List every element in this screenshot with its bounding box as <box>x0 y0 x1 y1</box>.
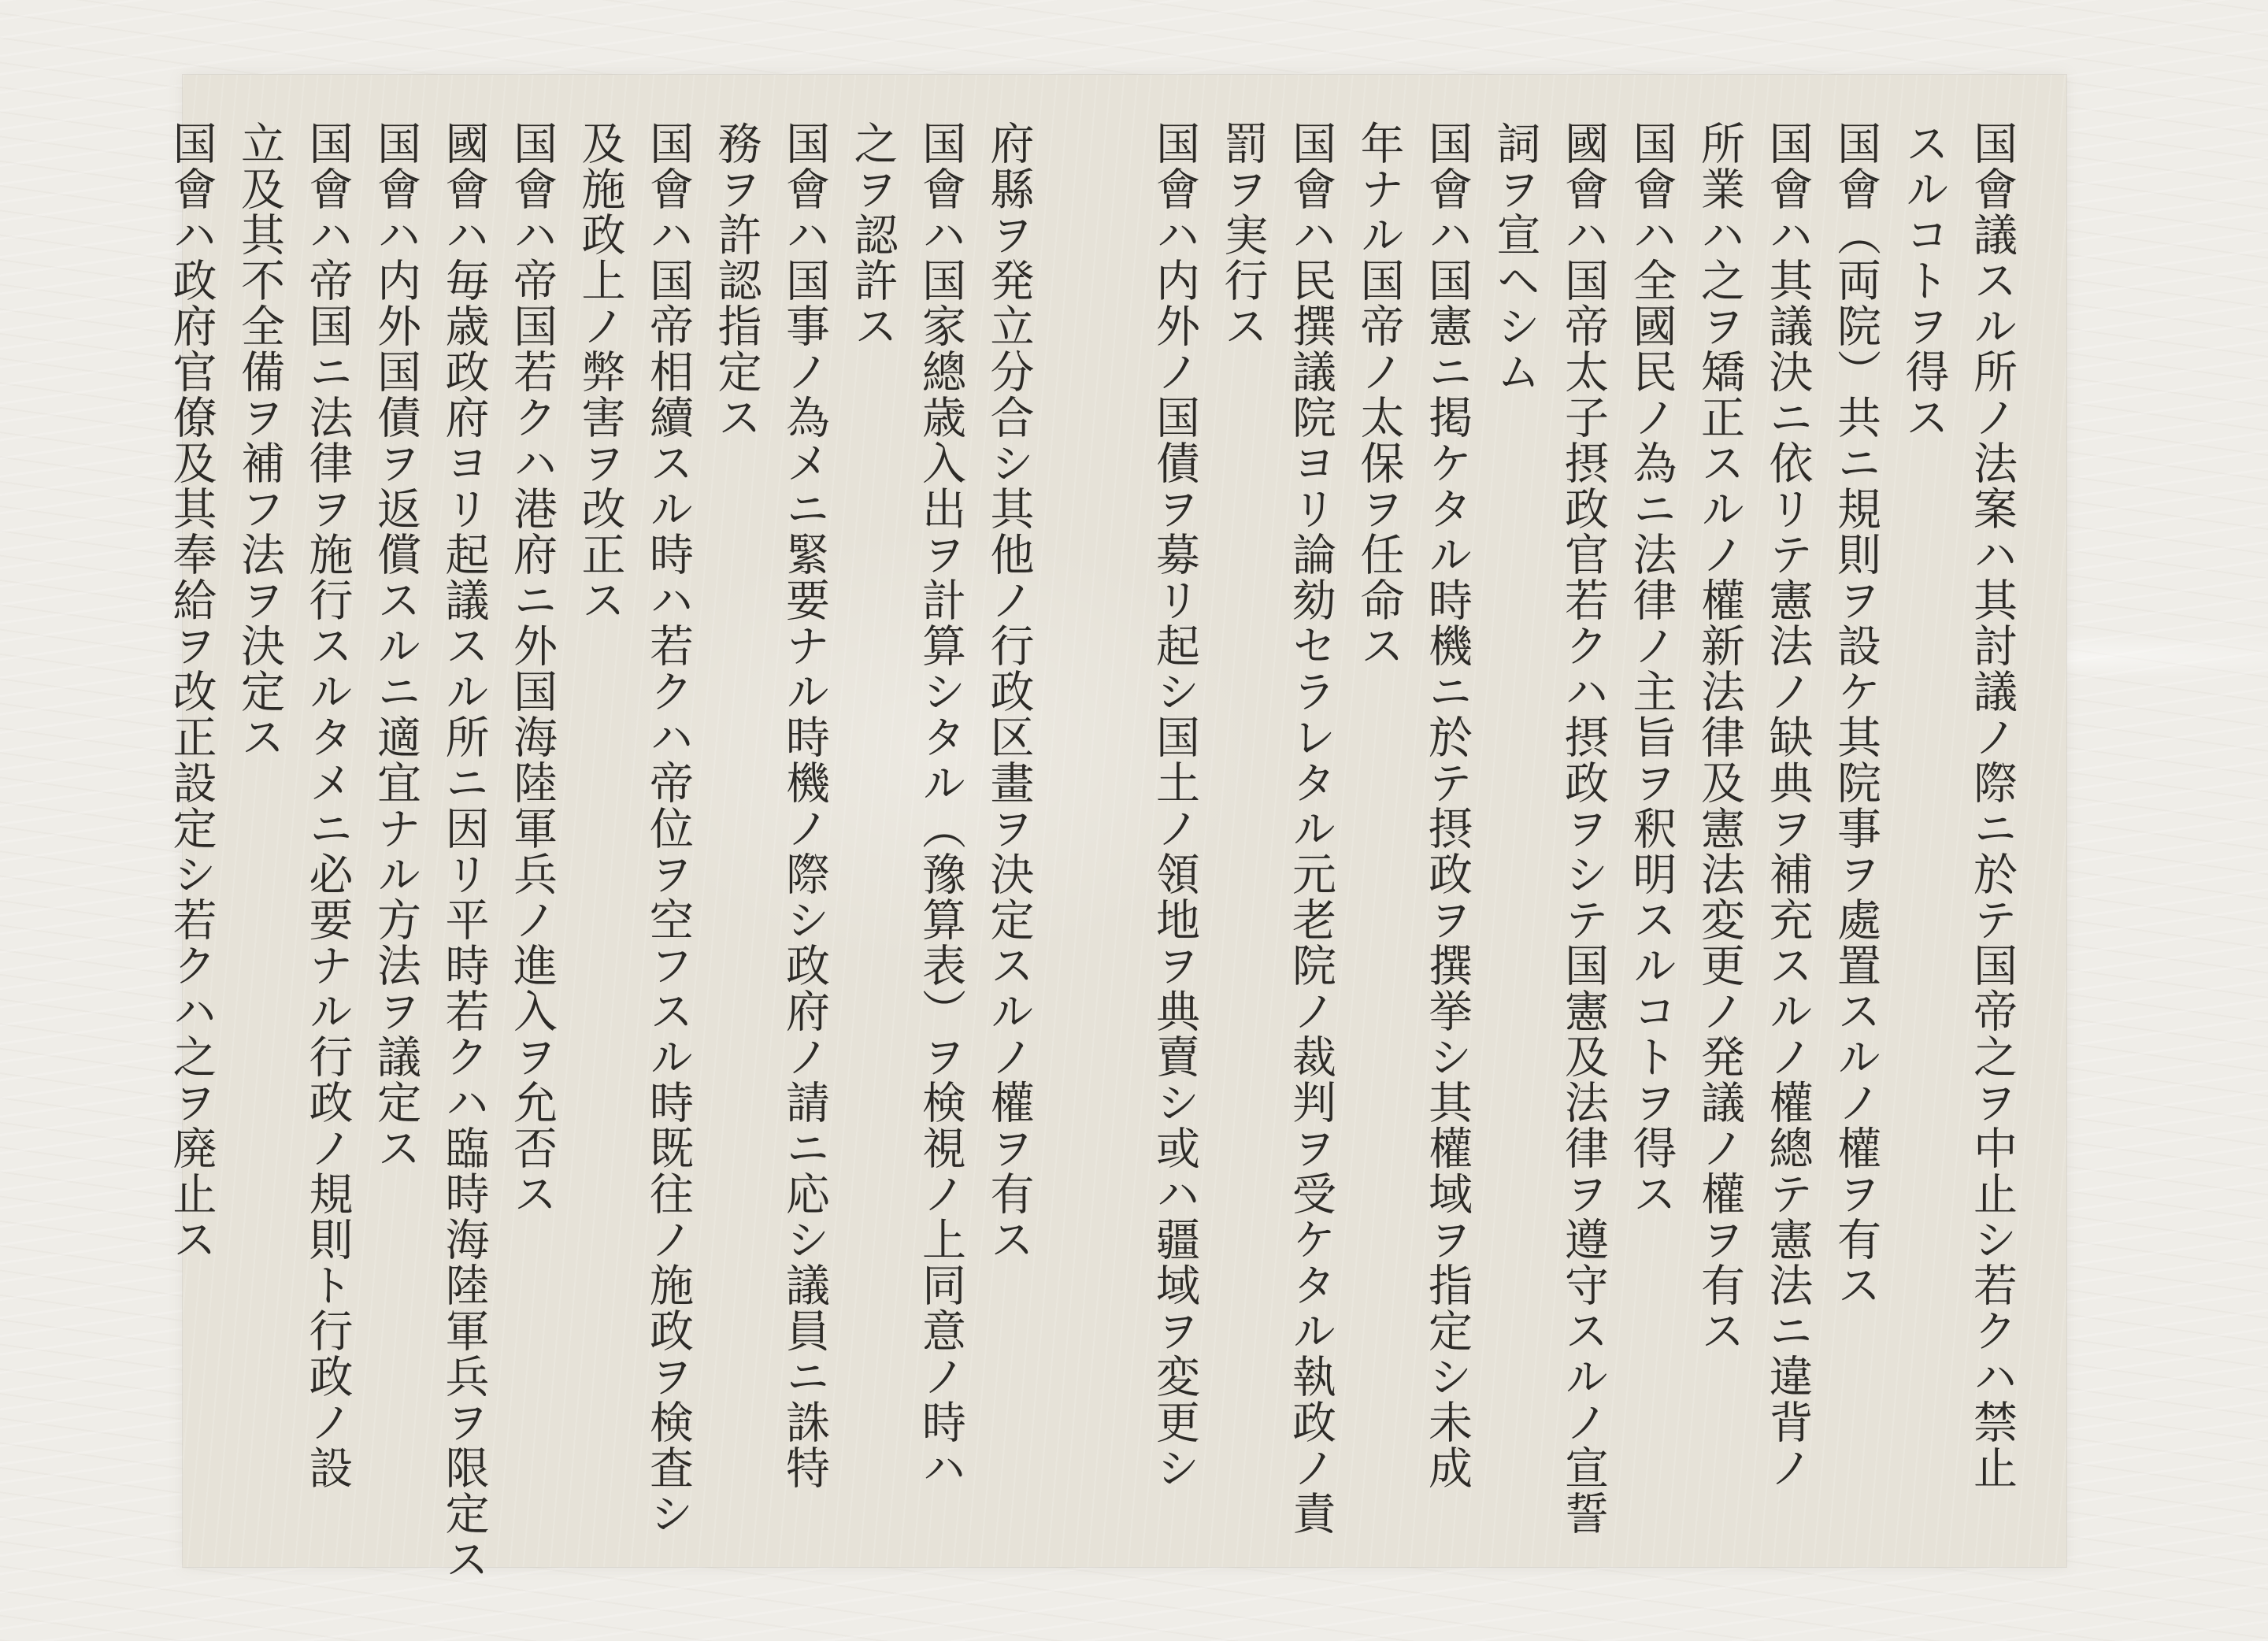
text-line-18: 務ヲ許認指定ス <box>710 120 762 440</box>
text-line-6: 国會ハ全國民ノ為ニ法律ノ主旨ヲ釈明スルコトヲ得ス <box>1625 120 1677 1217</box>
vertical-text-block <box>165 120 2025 1582</box>
text-line-2: スルコトヲ得ス <box>1898 120 1950 440</box>
text-line-3: 国會（両院）共ニ規則ヲ設ケ其院事ヲ處置スルノ權ヲ有ス <box>1830 120 1881 1308</box>
text-line-4: 国會ハ其議決ニ依リテ憲法ノ缺典ヲ補充スルノ權總テ憲法ニ違背ノ <box>1762 120 1814 1491</box>
text-line-21: 国會ハ帝国若クハ港府ニ外国海陸軍兵ノ進入ヲ允否ス <box>506 120 558 1217</box>
text-line-11: 国會ハ民撰議院ヨリ論劾セラレタル元老院ノ裁判ヲ受ケタル執政ノ責 <box>1285 120 1336 1536</box>
text-line-14: 府縣ヲ発立分合シ其他ノ行政区畫ヲ決定スルノ權ヲ有ス <box>983 120 1035 1262</box>
text-line-5: 所業ハ之ヲ矯正スルノ權新法律及憲法変更ノ発議ノ權ヲ有ス <box>1694 120 1745 1354</box>
text-line-22: 國會ハ毎歳政府ヨリ起議スル所ニ因リ平時若クハ臨時海陸軍兵ヲ限定ス <box>438 120 490 1582</box>
text-line-13: 国會ハ内外ノ国債ヲ募リ起シ国土ノ領地ヲ典賣シ或ハ疆域ヲ変更シ <box>1149 120 1200 1491</box>
text-line-9: 国會ハ国憲ニ掲ケタル時機ニ於テ摂政ヲ撰挙シ其權域ヲ指定シ未成 <box>1421 120 1473 1491</box>
text-line-20: 及施政上ノ弊害ヲ改正ス <box>574 120 626 623</box>
text-line-8: 詞ヲ宣ヘシム <box>1489 120 1541 395</box>
text-line-25: 立及其不全備ヲ補フ法ヲ決定ス <box>234 120 285 760</box>
text-line-15: 国會ハ国家總歳入出ヲ計算シタル（豫算表）ヲ検視ノ上同意ノ時ハ <box>915 120 966 1491</box>
text-line-10: 年ナル国帝ノ太保ヲ任命ス <box>1353 120 1405 669</box>
text-line-23: 国會ハ内外国債ヲ返償スルニ適宜ナル方法ヲ議定ス <box>370 120 421 1171</box>
text-line-16: 之ヲ認許ス <box>847 120 899 349</box>
text-line-24: 国會ハ帝国ニ法律ヲ施行スルタメニ必要ナル行政ノ規則ト行政ノ設 <box>302 120 354 1491</box>
text-line-7: 國會ハ国帝太子摂政官若クハ摂政ヲシテ国憲及法律ヲ遵守スルノ宣誓 <box>1558 120 1609 1536</box>
text-line-17: 国會ハ国事ノ為メニ緊要ナル時機ノ際シ政府ノ請ニ応シ議員ニ誅特 <box>779 120 830 1491</box>
text-line-19: 国會ハ国帝相續スル時ハ若クハ帝位ヲ空フスル時既往ノ施政ヲ検査シ <box>643 120 694 1536</box>
text-line-1: 国會議スル所ノ法案ハ其討議ノ際ニ於テ国帝之ヲ中止シ若クハ禁止 <box>1966 120 2018 1491</box>
text-line-12: 罰ヲ実行ス <box>1217 120 1269 349</box>
manuscript-sheet <box>165 75 2066 1582</box>
text-line-26: 国會ハ政府官僚及其奉給ヲ改正設定シ若クハ之ヲ廃止ス <box>165 120 217 1262</box>
page-fold-gap <box>1043 120 1140 1530</box>
